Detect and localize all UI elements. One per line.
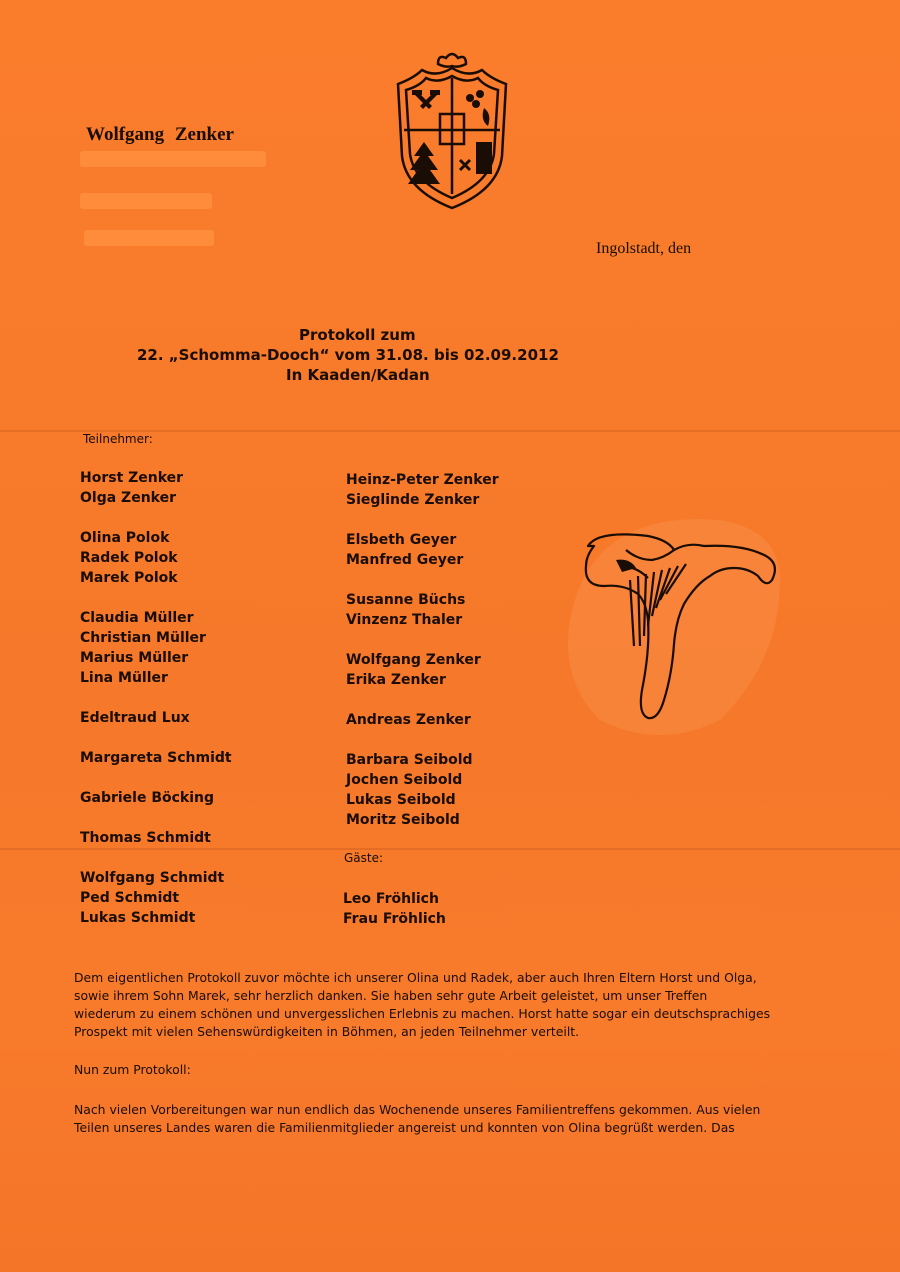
participant-name: Manfred Geyer [346, 552, 464, 568]
participant-name: Sieglinde Zenker [346, 492, 480, 508]
redacted-line-2 [80, 193, 212, 209]
group-spacer [346, 570, 499, 590]
group-spacer [80, 848, 232, 868]
protocol-line: Teilen unseres Landes waren die Familienmitglieder angereist und konnten von Olina begrüßt werden. Das [74, 1120, 735, 1135]
participant-name: Olina Polok [80, 530, 170, 546]
participant-name: Moritz Seibold [346, 812, 460, 828]
participant-name: Claudia Müller [80, 610, 194, 626]
group-spacer [80, 728, 232, 748]
participant-name: Lukas Schmidt [80, 910, 196, 926]
sender-name: Wolfgang Zenker [86, 124, 234, 145]
participant-name: Susanne Büchs [346, 592, 466, 608]
title-line-3: In Kaaden/Kadan [286, 366, 430, 384]
protocol-paragraph [74, 1101, 760, 1137]
participant-name: Barbara Seibold [346, 752, 473, 768]
redacted-line-3 [84, 230, 214, 246]
thanks-line: Prospekt mit vielen Sehenswürdigkeiten in Böhmen, an jeden Teilnehmer verteilt. [74, 1024, 580, 1039]
participant-name: Lukas Seibold [346, 792, 456, 808]
title-line-2: 22. „Schomma-Dooch“ vom 31.08. bis 02.09.2012 [137, 346, 559, 364]
redacted-line-1 [80, 151, 266, 167]
group-spacer [80, 688, 232, 708]
group-spacer [346, 730, 499, 750]
group-spacer [80, 768, 232, 788]
participant-name: Lina Müller [80, 670, 168, 686]
title-line-1: Protokoll zum [299, 326, 416, 344]
participant-name: Horst Zenker [80, 470, 184, 486]
thanks-line: Dem eigentlichen Protokoll zuvor möchte ich unserer Olina und Radek, aber auch Ihren Eltern Horst und Olga, [74, 970, 757, 985]
group-spacer [80, 508, 232, 528]
guest-name: Leo Fröhlich [343, 891, 439, 907]
participant-name: Heinz-Peter Zenker [346, 472, 499, 488]
participant-name: Margareta Schmidt [80, 750, 232, 766]
participant-name: Gabriele Böcking [80, 790, 215, 806]
participant-name: Edeltraud Lux [80, 710, 190, 726]
participant-name: Olga Zenker [80, 490, 176, 506]
participant-name: Andreas Zenker [346, 712, 471, 728]
thanks-paragraph [74, 969, 770, 1041]
protocol-line: Nach vielen Vorbereitungen war nun endlich das Wochenende unseres Familientreffens gekommen. Aus vielen [74, 1102, 761, 1117]
participant-name: Radek Polok [80, 550, 178, 566]
thanks-line: sowie ihrem Sohn Marek, sehr herzlich danken. Sie haben sehr gute Arbeit geleistet, um unser Treffen [74, 988, 708, 1003]
group-spacer [80, 588, 232, 608]
group-spacer [346, 510, 499, 530]
participant-name: Marius Müller [80, 650, 189, 666]
thanks-line: wiederum zu einem schönen und unvergesslichen Erlebnis zu machen. Horst hatte sogar ein deutschsprachiges [74, 1006, 771, 1021]
participants-left-column [80, 468, 232, 928]
group-spacer [346, 690, 499, 710]
participant-name: Elsbeth Geyer [346, 532, 457, 548]
participant-name: Thomas Schmidt [80, 830, 211, 846]
protocol-start-heading: Nun zum Protokoll: [74, 1062, 191, 1077]
guest-name: Frau Fröhlich [343, 911, 446, 927]
coat-of-arms-icon [384, 50, 520, 210]
participants-right-column [346, 470, 499, 830]
guests-list [343, 889, 446, 929]
participant-name: Christian Müller [80, 630, 206, 646]
participant-name: Vinzenz Thaler [346, 612, 463, 628]
participant-name: Wolfgang Schmidt [80, 870, 225, 886]
chanterelle-mushroom-icon [560, 510, 785, 735]
participant-name: Jochen Seibold [346, 772, 463, 788]
participant-name: Ped Schmidt [80, 890, 180, 906]
participant-name: Marek Polok [80, 570, 178, 586]
group-spacer [80, 808, 232, 828]
group-spacer [346, 630, 499, 650]
participant-name: Wolfgang Zenker [346, 652, 481, 668]
guests-label: Gäste: [344, 851, 384, 865]
participant-name: Erika Zenker [346, 672, 446, 688]
place-date-line: Ingolstadt, den [596, 240, 692, 257]
participants-label: Teilnehmer: [83, 432, 153, 446]
